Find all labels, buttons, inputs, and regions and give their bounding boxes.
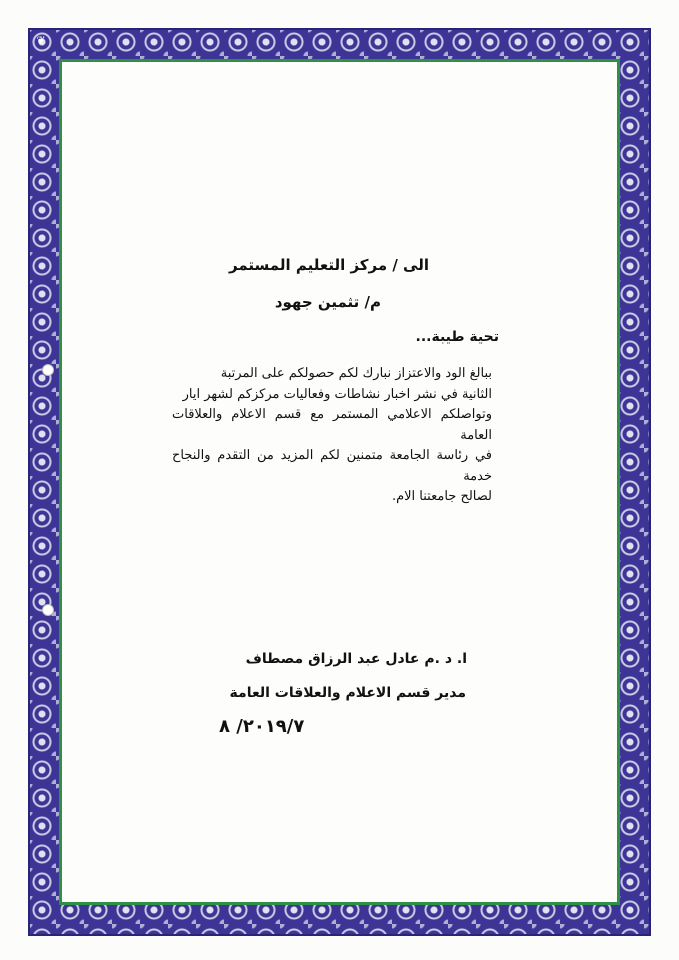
recipient-line: الى / مركز التعليم المستمر xyxy=(229,256,429,274)
subject-line: م/ تثمين جهود xyxy=(274,293,381,311)
letter-date: ٢٠١٩/٧/ ٨ xyxy=(219,716,305,737)
punch-hole-top xyxy=(42,364,54,376)
body-line: لصالح جامعتنا الام. xyxy=(391,489,492,504)
body-line: في رئاسة الجامعة متمنين لكم المزيد من التقدم والنجاح خدمة xyxy=(172,448,492,484)
body-line: وتواصلكم الاعلامي المستمر مع قسم الاعلام والعلاقات العامة xyxy=(172,407,492,443)
body-line: الثانية في نشر اخبار نشاطات وفعاليات مركزكم لشهر ايار xyxy=(182,386,492,402)
corner-ornament-icon: ❦ xyxy=(36,34,46,47)
signer-name: ا. د .م عادل عبد الرزاق مصطاف xyxy=(245,651,467,667)
letter-body xyxy=(172,364,492,508)
greeting-line: تحية طيبة... xyxy=(415,329,499,345)
signer-title: مدير قسم الاعلام والعلاقات العامة xyxy=(229,685,466,701)
body-line: ببالغ الود والاعتزاز نبارك لكم حصولكم على المرتبة xyxy=(220,366,492,381)
punch-hole-bottom xyxy=(42,604,54,616)
